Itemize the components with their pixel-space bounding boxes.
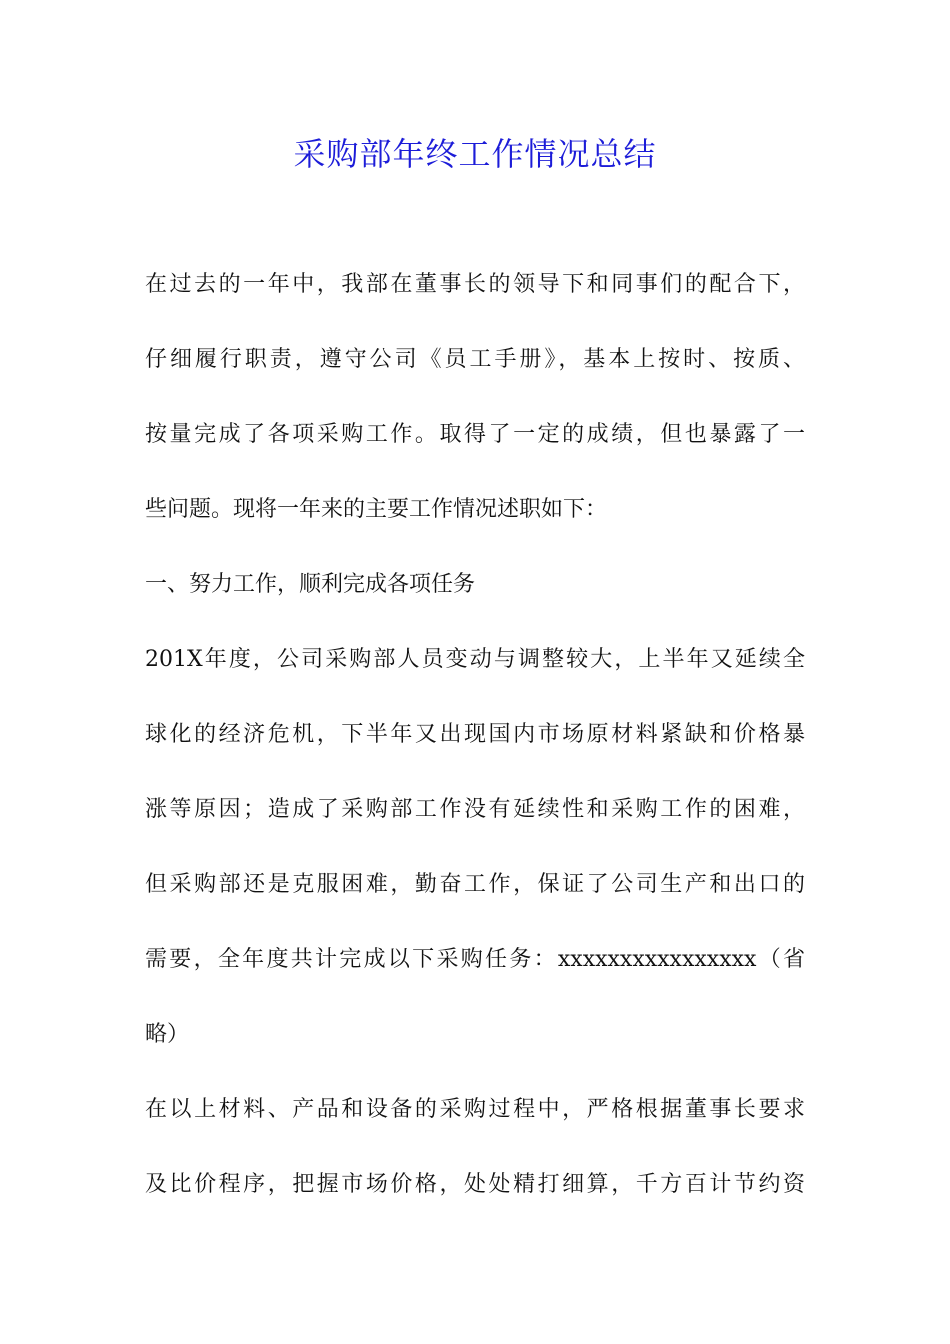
- paragraph-line: 需要，全年度共计完成以下采购任务：xxxxxxxxxxxxxxxx（省: [145, 947, 805, 972]
- paragraph-line: 201X年度，公司采购部人员变动与调整较大，上半年又延续全: [145, 647, 805, 672]
- document-title: 采购部年终工作情况总结: [293, 135, 657, 173]
- paragraph-line: 仔细履行职责，遵守公司《员工手册》，基本上按时、按质、: [145, 347, 805, 372]
- paragraph-line: 但采购部还是克服困难，勤奋工作，保证了公司生产和出口的: [145, 872, 805, 897]
- section-heading: 一、努力工作，顺利完成各项任务: [145, 572, 476, 597]
- paragraph-line: 及比价程序，把握市场价格，处处精打细算，千方百计节约资: [145, 1172, 805, 1197]
- paragraph-line: 球化的经济危机，下半年又出现国内市场原材料紧缺和价格暴: [145, 722, 805, 747]
- paragraph-line: 在过去的一年中，我部在董事长的领导下和同事们的配合下，: [145, 272, 805, 297]
- paragraph-line: 些问题。现将一年来的主要工作情况述职如下：: [145, 497, 608, 522]
- paragraph-line: 按量完成了各项采购工作。取得了一定的成绩，但也暴露了一: [145, 422, 805, 447]
- paragraph-line: 在以上材料、产品和设备的采购过程中，严格根据董事长要求: [145, 1097, 805, 1122]
- paragraph-line: 略）: [145, 1022, 190, 1047]
- paragraph-line: 涨等原因；造成了采购部工作没有延续性和采购工作的困难，: [145, 797, 805, 822]
